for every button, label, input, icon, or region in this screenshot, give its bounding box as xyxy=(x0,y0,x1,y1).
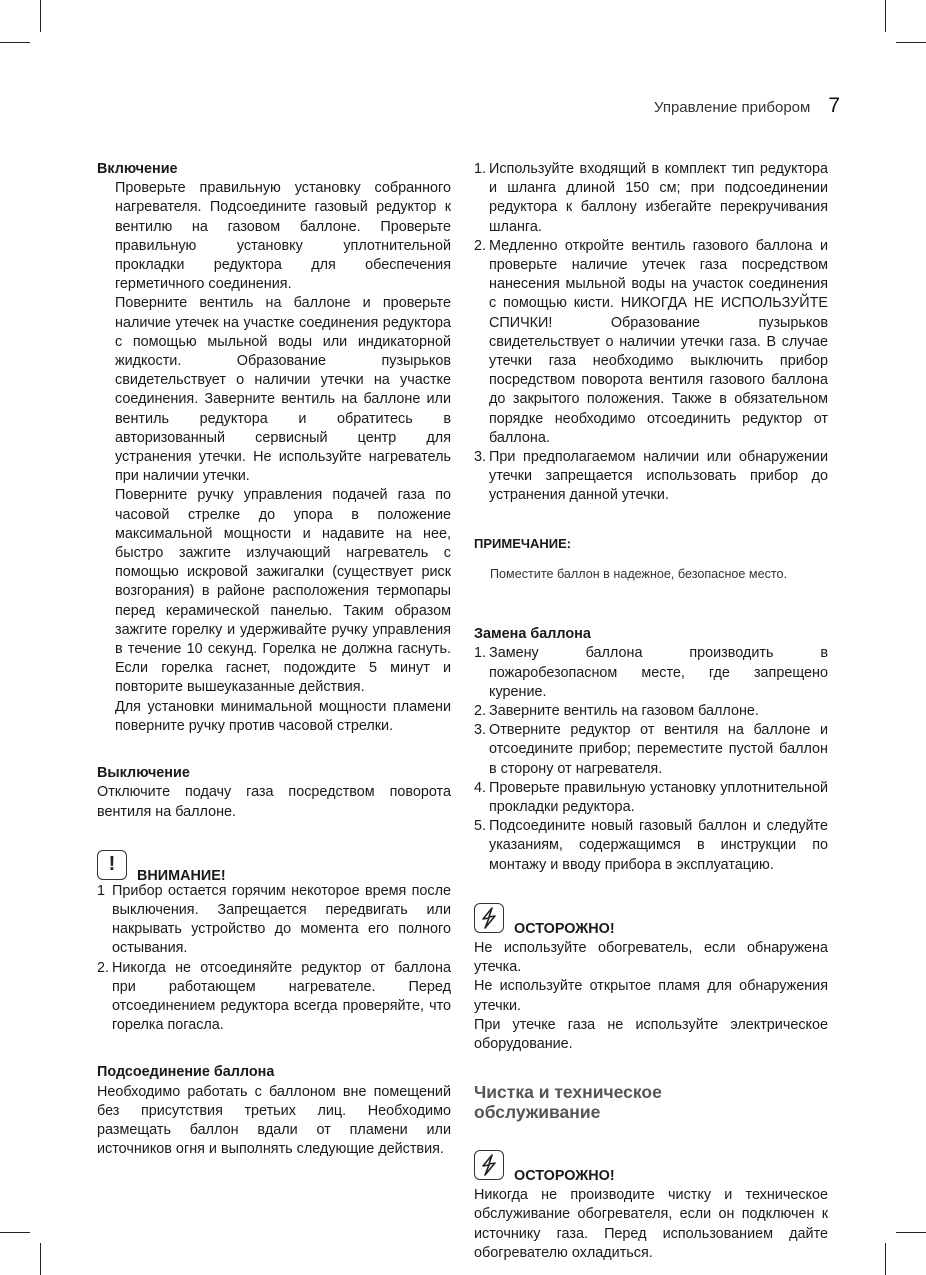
caution-line: Не используйте открытое пламя для обнаружения утечки. xyxy=(474,978,828,1014)
crop-mark xyxy=(885,0,886,32)
list-item: 1 Прибор остается горячим некоторое время после выключения. Запрещается передвигать или накрывать устройство до момента его полного остывания. xyxy=(97,882,451,957)
heading-off: Выключение xyxy=(97,765,190,782)
caution-notice-1 xyxy=(474,903,828,937)
heading-connect: Подсоединение баллона xyxy=(97,1064,275,1081)
caution-text-2: Никогда не производите чистку и техническое обслуживание обогревателя, если он подключен к источнику газа. Перед использованием дайте обогревателю охладиться. xyxy=(474,1187,828,1261)
crop-mark xyxy=(885,1243,886,1275)
crop-mark xyxy=(896,1232,926,1233)
crop-mark xyxy=(896,42,926,43)
list-item: 1. Используйте входящий в комплект тип редуктора и шланга длиной 150 см; при подсоединении редуктора к баллону избегайте перекручивания шланга. xyxy=(474,161,828,235)
list-item: 2. Заверните вентиль на газовом баллоне. xyxy=(474,703,759,720)
note-label: ПРИМЕЧАНИЕ: xyxy=(474,535,572,551)
section-title-line-1: Чистка и техническое xyxy=(474,1082,662,1103)
page-header xyxy=(654,94,840,118)
replace-list xyxy=(474,644,828,874)
crop-mark xyxy=(40,0,41,32)
list-item: 3. При предполагаемом наличии или обнаружении утечки запрещается использовать прибор до устранения данной утечки. xyxy=(474,449,828,504)
left-column xyxy=(97,160,451,1159)
header-title: Управление прибором xyxy=(653,99,811,116)
list-item: 4. Проверьте правильную установку уплотнительной прокладки редуктора. xyxy=(474,779,828,816)
list-item: 3. Отверните редуктор от вентиля на баллоне и отсоедините прибор; переместите пустой баллон в сторону от нагревателя. xyxy=(474,722,828,777)
caution-line: При утечке газа не используйте электрическое оборудование. xyxy=(474,1016,828,1052)
attention-notice xyxy=(97,850,451,884)
connect-text: Необходимо работать с баллоном вне помещений без присутствия третьих лиц. Необходимо размещать баллон вдали от пламени или источников огня и выполнять следующие действия. xyxy=(97,1083,451,1158)
right-column xyxy=(474,160,828,1263)
on-paragraphs xyxy=(97,179,451,736)
attention-label: ВНИМАНИЕ! xyxy=(137,867,226,884)
caution-line: Не используйте обогреватель, если обнаружена утечка. xyxy=(474,939,828,976)
list-item: 1. Замену баллона производить в пожаробезопасном месте, где запрещено курение. xyxy=(474,645,828,700)
exclamation-icon: ! xyxy=(97,850,127,880)
page-number: 7 xyxy=(828,94,840,117)
crop-mark xyxy=(0,42,30,43)
list-item: 2. Никогда не отсоединяйте редуктор от баллона при работающем нагревателе. Перед отсоединением редуктора всегда проверяйте, что горелка погасла. xyxy=(97,959,451,1034)
lightning-icon xyxy=(474,1150,504,1180)
paragraph: Поверните ручку управления подачей газа по часовой стрелке до упора в положение максимальной мощности и надавите на нее, быстро зажгите излучающий нагреватель с помощью искровой зажигалки (существует риск возгорания) в районе расположения термопары перед керамической панелью. Таким образом зажгите горелку и удерживайте ручку управления в течение 10 секунд. Горелка не должна гаснуть. Если горелка гаснет, подождите 5 минут и повторите вышеуказанные действия. xyxy=(115,487,451,696)
paragraph: Поверните вентиль на баллоне и проверьте наличие утечек на участке соединения редуктора с помощью мыльной воды или индикаторной жидкости. Образование пузырьков свидетельствует о наличии утечки на участке соединения. Заверните вентиль на баллоне или вентиль редуктора и обратитесь в авторизованный сервисный центр для устранения утечки. Не используйте нагреватель при наличии утечки. xyxy=(115,295,451,485)
off-text: Отключите подачу газа посредством поворота вентиля на баллоне. xyxy=(97,784,451,820)
caution-label-1: ОСТОРОЖНО! xyxy=(514,920,615,937)
connect-steps xyxy=(474,160,828,506)
attention-list xyxy=(97,882,451,1036)
note-text: Поместите баллон в надежное, безопасное место. xyxy=(490,567,788,582)
section-title-line-2: обслуживание xyxy=(474,1102,601,1123)
caution-notice-2 xyxy=(474,1150,828,1184)
heading-replace: Замена баллона xyxy=(474,626,591,643)
crop-mark xyxy=(0,1232,30,1233)
heading-on: Включение xyxy=(97,161,178,177)
list-item: 2. Медленно откройте вентиль газового баллона и проверьте наличие утечек газа посредством нанесения мыльной воды на участок соединения с помощью кисти. НИКОГДА НЕ ИСПОЛЬЗУЙТЕ СПИЧКИ! Образование пузырьков свидетельствует о наличии утечки газа. В случае утечки газа необходимо выключить прибор посредством поворота вентиля газового баллона до закрытого положения. Также в обязательном порядке необходимо отсоединить редуктор от баллона. xyxy=(474,237,828,446)
caution-label-2: ОСТОРОЖНО! xyxy=(514,1167,615,1184)
lightning-icon xyxy=(474,903,504,933)
crop-mark xyxy=(40,1243,41,1275)
list-item: 5. Подсоедините новый газовый баллон и следуйте указаниям, содержащимся в инструкции по монтажу и вводу прибора в эксплуатацию. xyxy=(474,818,828,873)
paragraph: Проверьте правильную установку собранного нагревателя. Подсоедините газовый редуктор к вентилю на газовом баллоне. Проверьте правильную установку уплотнительной прокладки редуктора для обеспечения герметичного соединения. xyxy=(115,180,451,293)
paragraph: Для установки минимальной мощности пламени поверните ручку против часовой стрелки. xyxy=(115,698,451,734)
